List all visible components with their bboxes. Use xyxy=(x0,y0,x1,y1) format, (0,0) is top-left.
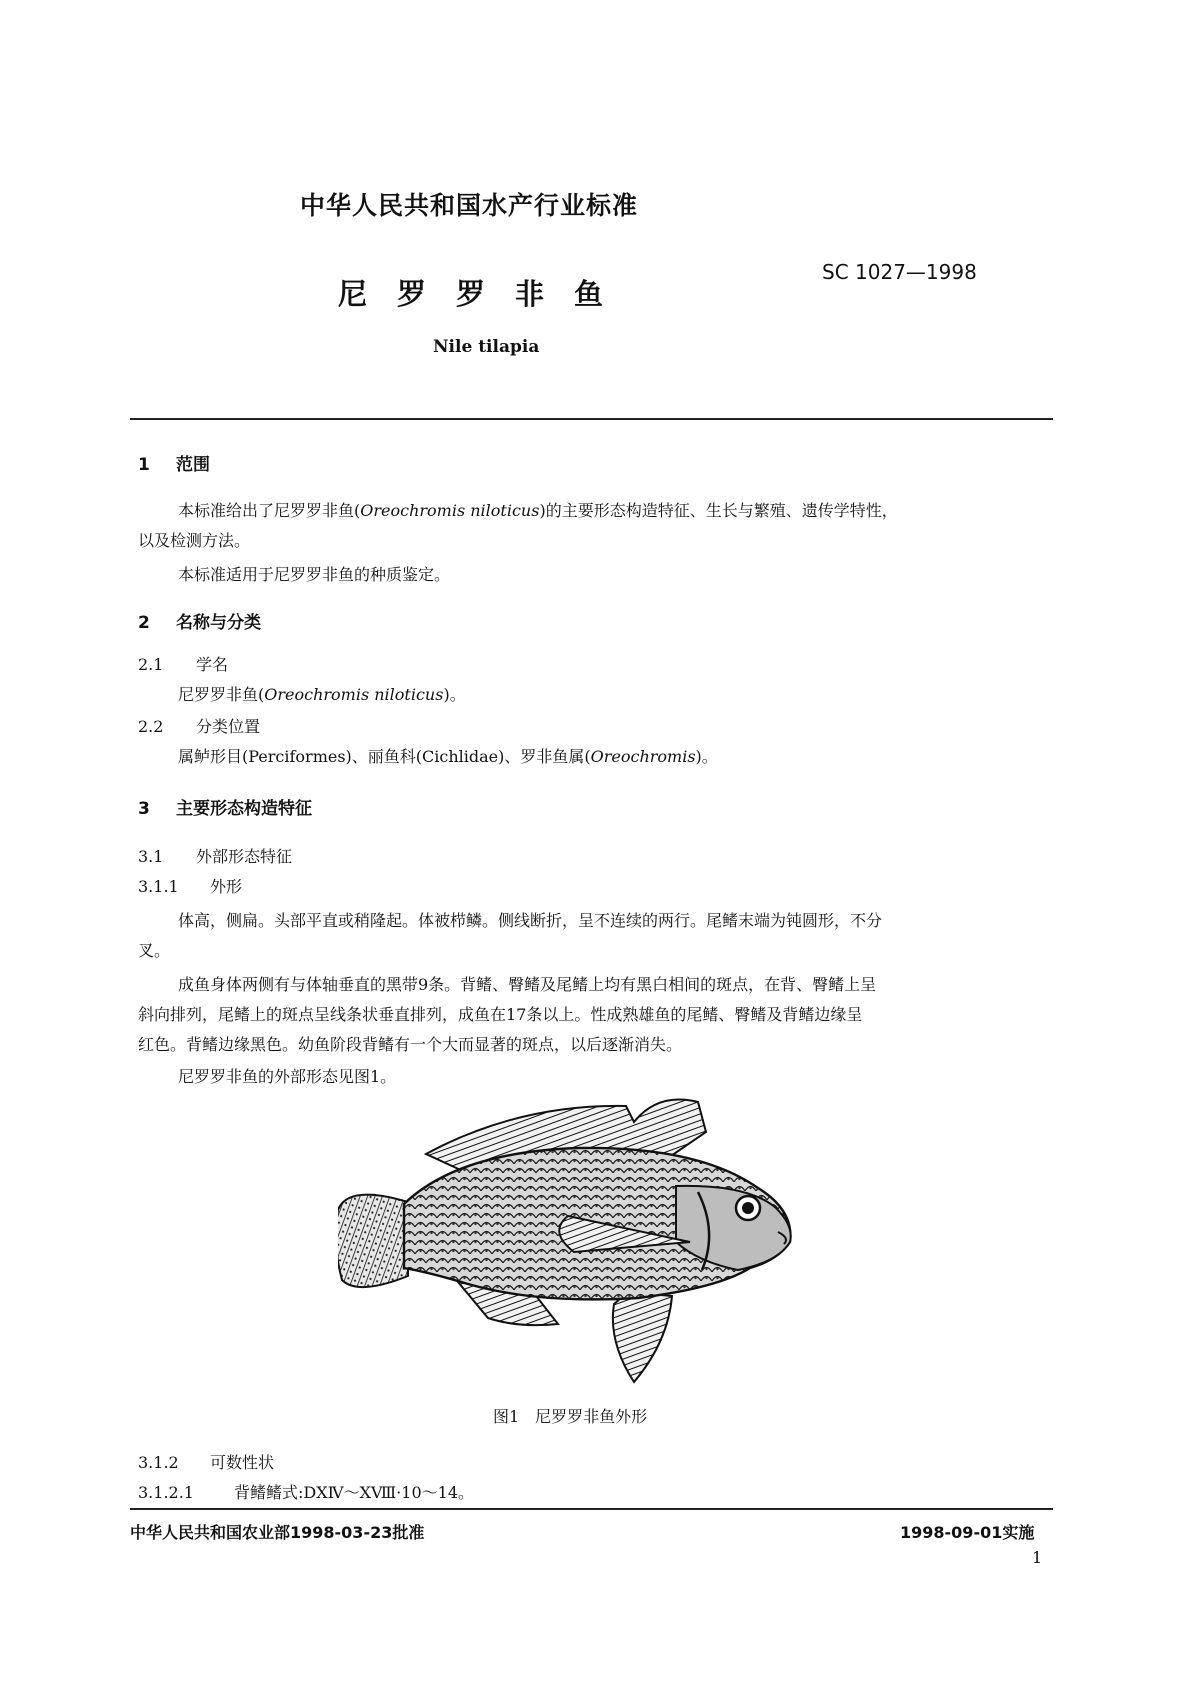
text-run: 本标准给出了尼罗罗非鱼( xyxy=(178,501,361,520)
section-number: 3.1.2 xyxy=(138,1453,179,1472)
english-title: Nile tilapia xyxy=(433,337,540,357)
s1-paragraph-1-line-1 xyxy=(178,496,898,526)
s3-1-1-paragraph-3: 尼罗罗非鱼的外部形态见图1。 xyxy=(178,1067,397,1086)
approval-note: 中华人民共和国农业部1998-03-23批准 xyxy=(130,1523,425,1542)
section-3-1-1-heading xyxy=(138,874,242,897)
standard-category: 中华人民共和国水产行业标准 xyxy=(300,191,639,220)
s2-1-text xyxy=(178,680,466,710)
section-number: 2.2 xyxy=(138,717,164,736)
section-number: 2.1 xyxy=(138,655,164,674)
s3-1-1-paragraph-1-line-2: 叉。 xyxy=(138,941,171,960)
section-3-1-heading xyxy=(138,844,292,867)
standard-code: SC 1027—1998 xyxy=(822,260,977,284)
caudal-fin xyxy=(338,1195,408,1287)
section-number: 3.1.2.1 xyxy=(138,1483,194,1502)
section-title: 分类位置 xyxy=(196,717,261,736)
text-run: 属鲈形目(Perciformes)、丽鱼科(Cichlidae)、罗非鱼属( xyxy=(178,747,591,766)
section-title: 可数性状 xyxy=(210,1453,275,1472)
section-number: 3 xyxy=(138,799,150,819)
header-divider xyxy=(130,418,1053,420)
s3-1-1-paragraph-2-line-3: 红色。背鳍边缘黑色。幼鱼阶段背鳍有一个大而显著的斑点，以后逐渐消失。 xyxy=(138,1035,683,1054)
page-number: 1 xyxy=(1032,1548,1043,1567)
section-title: 主要形态构造特征 xyxy=(176,799,312,819)
section-title: 外部形态特征 xyxy=(196,847,293,866)
s2-2-text xyxy=(178,742,718,772)
section-3-heading xyxy=(138,794,312,819)
section-title: 名称与分类 xyxy=(176,613,261,633)
section-number: 3.1.1 xyxy=(138,877,179,896)
effective-date: 1998-09-01实施 xyxy=(900,1523,1035,1542)
s1-paragraph-1-line-2: 以及检测方法。 xyxy=(138,531,251,550)
section-2-2-heading xyxy=(138,714,260,737)
s3-1-1-paragraph-1-line-1: 体高，侧扁。头部平直或稍隆起。体被栉鳞。侧线断折，呈不连续的两行。尾鳍末端为钝圆形，不分 xyxy=(178,911,883,930)
figure-caption: 图1 尼罗罗非鱼外形 xyxy=(493,1407,648,1426)
section-text: 背鳍鳍式:DⅩⅣ～ⅩⅧ·10～14。 xyxy=(234,1483,474,1502)
text-run: 尼罗罗非鱼( xyxy=(178,685,265,704)
section-1-heading xyxy=(138,450,210,475)
scientific-name: Oreochromis niloticus xyxy=(360,501,540,520)
s1-paragraph-2: 本标准适用于尼罗罗非鱼的种质鉴定。 xyxy=(178,565,451,584)
section-number: 3.1 xyxy=(138,847,164,866)
fish-illustration xyxy=(338,1092,858,1392)
section-3-1-2-1 xyxy=(138,1480,474,1503)
s3-1-1-paragraph-2-line-1: 成鱼身体两侧有与体轴垂直的黑带9条。背鳍、臀鳍及尾鳍上均有黑白相间的斑点，在背、臀鳍上呈 xyxy=(178,975,877,994)
section-3-1-2-heading xyxy=(138,1450,274,1473)
section-2-heading xyxy=(138,608,261,633)
section-title: 范围 xyxy=(176,455,210,475)
scientific-name: Oreochromis xyxy=(590,747,696,766)
text-run: )。 xyxy=(443,685,466,704)
text-run: )的主要形态构造特征、生长与繁殖、遗传学特性， xyxy=(539,501,898,520)
section-2-1-heading xyxy=(138,652,228,675)
section-number: 1 xyxy=(138,455,150,475)
section-title: 学名 xyxy=(196,655,229,674)
document-title: 尼罗罗非鱼 xyxy=(338,277,634,311)
scientific-name: Oreochromis niloticus xyxy=(264,685,444,704)
footer-divider xyxy=(130,1508,1053,1510)
pelvic-fin xyxy=(613,1292,672,1382)
s3-1-1-paragraph-2-line-2: 斜向排列，尾鳍上的斑点呈线条状垂直排列，成鱼在17条以上。性成熟雄鱼的尾鳍、臀鳍及背鳍边缘呈 xyxy=(138,1005,863,1024)
section-number: 2 xyxy=(138,613,150,633)
text-run: )。 xyxy=(695,747,718,766)
section-title: 外形 xyxy=(210,877,243,896)
